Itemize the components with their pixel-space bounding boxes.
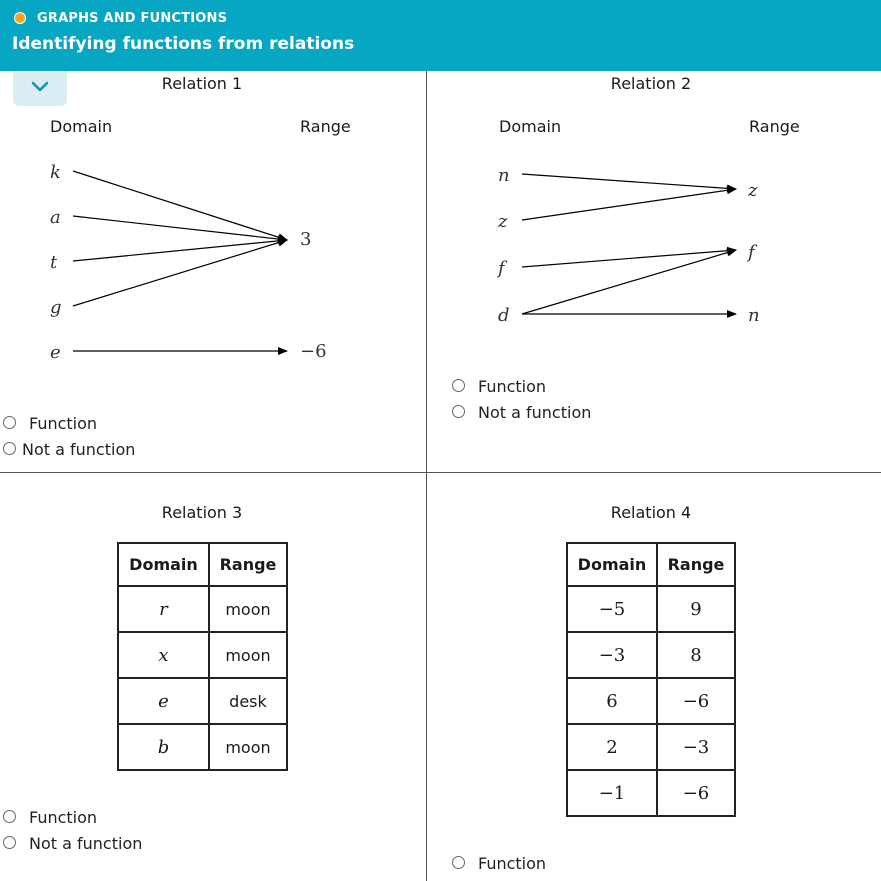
arrow-z-z [522,189,736,220]
relation-3-domain-header: Domain [118,543,209,586]
relation-2-domain-item: d [498,305,510,326]
relation-3-not-function-radio[interactable] [3,836,16,849]
relation-1-range-label: Range [300,117,351,136]
table-row [567,770,735,816]
topic-label: GRAPHS AND FUNCTIONS [37,11,228,26]
relation-3-range-cell: moon [209,724,287,770]
relation-1-domain-item: k [50,162,61,183]
relation-4-domain-cell: 2 [567,724,657,770]
relation-3-not-function-label[interactable]: Not a function [29,834,143,853]
relation-4-range-cell: −6 [657,678,735,724]
relation-2-range-item: n [748,305,760,326]
table-row [118,678,287,724]
relation-3-function-label[interactable]: Function [29,808,98,827]
table-row [567,724,735,770]
arrow-a-3 [73,216,287,240]
relation-4-function-label[interactable]: Function [478,854,547,873]
relation-1-function-radio[interactable] [3,416,16,429]
table-row [567,632,735,678]
relation-2-function-radio[interactable] [452,379,465,392]
relation-3-domain-cell: e [118,678,209,724]
arrow-f-f [522,250,736,267]
arrow-k-3 [73,171,287,240]
relation-2-domain-item: n [498,165,510,186]
relation-2-domain-item: f [498,258,505,279]
table-row [567,678,735,724]
relation-2-domain-label: Domain [499,117,562,136]
relation-4-function-radio[interactable] [452,856,465,869]
relation-2-title: Relation 2 [610,74,692,93]
relation-3-table [117,542,288,771]
relation-1-domain-label: Domain [50,117,113,136]
relation-4-domain-header: Domain [567,543,657,586]
page-title: Identifying functions from relations [12,34,355,54]
relation-2-not-function-radio[interactable] [452,405,465,418]
relation-4-range-cell: −3 [657,724,735,770]
relation-4-domain-cell: −1 [567,770,657,816]
relation-1-domain-item: e [50,342,61,363]
arrow-d-f [522,250,736,314]
relation-4-table [566,542,736,817]
relation-2-range-item: z [748,180,758,201]
relation-3-domain-cell: x [118,632,209,678]
relation-2-domain-item: z [498,211,508,232]
relation-3-domain-cell: b [118,724,209,770]
relation-4-range-cell: 9 [657,586,735,632]
relation-1-domain-item: t [50,252,58,273]
table-row [118,632,287,678]
relation-1-domain-item: a [50,207,61,228]
relation-4-domain-cell: 6 [567,678,657,724]
relation-1-not-function-radio[interactable] [3,442,16,455]
relation-2-range-item: f [748,242,755,263]
relation-4-range-cell: −6 [657,770,735,816]
relation-3-range-cell: moon [209,632,287,678]
table-row [118,586,287,632]
relation-4-title: Relation 4 [610,503,692,522]
relation-4-range-header: Range [657,543,735,586]
relation-2-function-label[interactable]: Function [478,377,547,396]
relation-3-function-radio[interactable] [3,810,16,823]
table-row [567,586,735,632]
relation-2-not-function-label[interactable]: Not a function [478,403,592,422]
relation-3-title: Relation 3 [161,503,243,522]
relation-4-domain-cell: −3 [567,632,657,678]
relation-1-function-label[interactable]: Function [29,414,98,433]
relation-2-range-label: Range [749,117,800,136]
relation-1-range-item: 3 [300,229,312,250]
table-row [118,724,287,770]
relation-3-range-header: Range [209,543,287,586]
relation-1-title: Relation 1 [161,74,243,93]
relation-1-not-function-label[interactable]: Not a function [22,440,136,459]
relation-3-range-cell: desk [209,678,287,724]
relation-4-domain-cell: −5 [567,586,657,632]
relation-1-domain-item: g [50,297,62,318]
relation-4-range-cell: 8 [657,632,735,678]
arrow-n-z [522,174,736,189]
relation-3-range-cell: moon [209,586,287,632]
relation-1-range-item: −6 [300,341,327,362]
relation-3-domain-cell: r [118,586,209,632]
